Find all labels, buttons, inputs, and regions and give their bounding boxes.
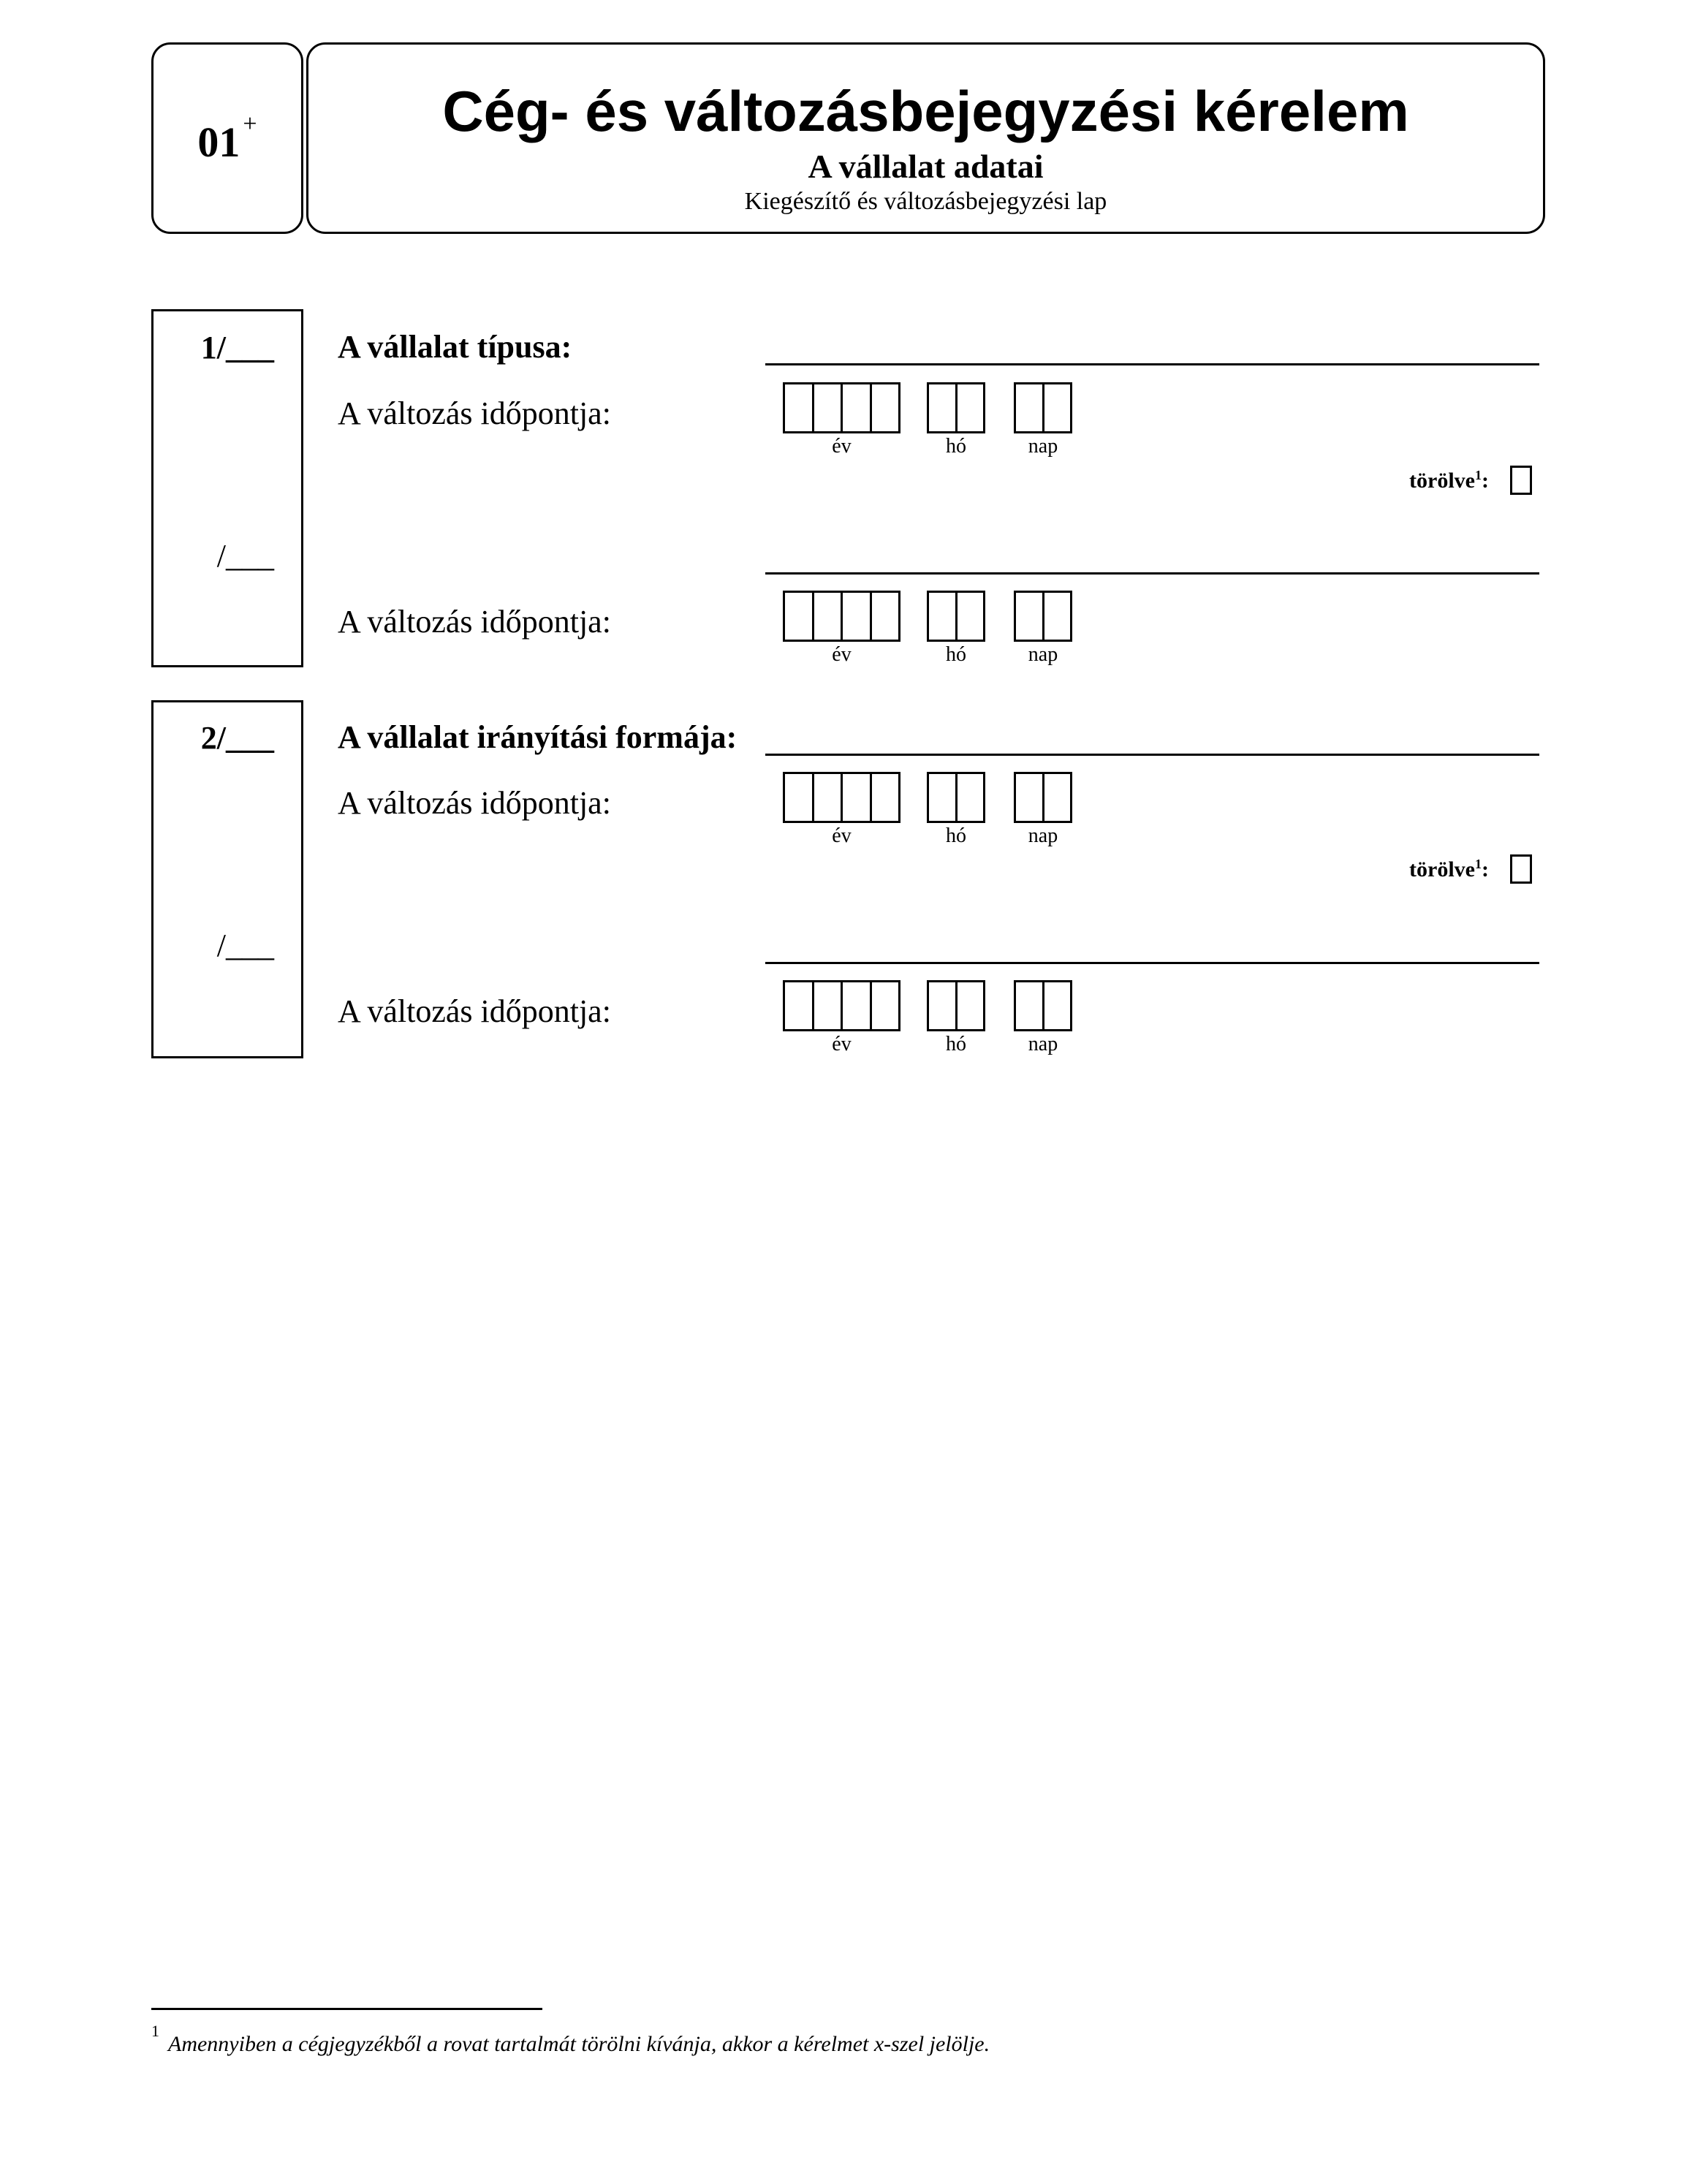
footnote-text: Amennyiben a cégjegyzékből a rovat tartalmát törölni kívánja, akkor a kérelmet x-szel jelölje. xyxy=(168,2032,990,2056)
section-1-value-line-2[interactable] xyxy=(765,572,1539,575)
section-1-month-caption: hó xyxy=(946,435,966,458)
section-2-day-caption-2: nap xyxy=(1028,1033,1058,1055)
section-2-day-input[interactable] xyxy=(1014,772,1072,823)
section-2-month-input-2[interactable] xyxy=(927,980,985,1031)
section-1-day-caption-2: nap xyxy=(1028,643,1058,666)
section-2-month-caption: hó xyxy=(946,824,966,847)
section-1-value-line[interactable] xyxy=(765,363,1539,365)
section-1-date-label-2: A változás időpontja: xyxy=(338,604,611,640)
footnote-separator xyxy=(151,2008,542,2010)
section-1-second-number: /___ xyxy=(216,538,274,574)
form-code-box xyxy=(151,42,303,234)
section-1-year-caption-2: év xyxy=(832,643,852,666)
section-1-month-input-2[interactable] xyxy=(927,591,985,642)
section-2-deleted-checkbox[interactable] xyxy=(1510,854,1532,884)
section-2-month-caption-2: hó xyxy=(946,1033,966,1055)
section-2-day-input-2[interactable] xyxy=(1014,980,1072,1031)
section-1-deleted-checkbox[interactable] xyxy=(1510,466,1532,495)
section-1-day-input[interactable] xyxy=(1014,382,1072,433)
section-2-second-number: /___ xyxy=(216,928,274,963)
section-1-year-caption: év xyxy=(832,435,852,458)
section-2-day-caption: nap xyxy=(1028,824,1058,847)
page-title: Cég- és változásbejegyzési kérelem xyxy=(442,79,1409,143)
section-2-value-line-2[interactable] xyxy=(765,962,1539,964)
section-2-date-label: A változás időpontja: xyxy=(338,785,611,821)
section-1-month-caption-2: hó xyxy=(946,643,966,666)
title-box xyxy=(306,42,1545,234)
section-1-month-input[interactable] xyxy=(927,382,985,433)
section-1-field-title: A vállalat típusa: xyxy=(338,329,572,365)
section-2-number: 2/___ xyxy=(200,720,274,756)
section-1-number: 1/___ xyxy=(200,330,274,365)
section-1-year-input[interactable] xyxy=(783,382,900,433)
form-code-superscript: + xyxy=(243,110,257,137)
section-2-value-line[interactable] xyxy=(765,754,1539,756)
section-1-year-input-2[interactable] xyxy=(783,591,900,642)
section-2-month-input[interactable] xyxy=(927,772,985,823)
section-2-year-input[interactable] xyxy=(783,772,900,823)
section-1-day-caption: nap xyxy=(1028,435,1058,458)
page-subtitle-small: Kiegészítő és változásbejegyzési lap xyxy=(744,188,1107,215)
section-1-day-input-2[interactable] xyxy=(1014,591,1072,642)
section-2-date-label-2: A változás időpontja: xyxy=(338,993,611,1029)
section-1-date-label: A változás időpontja: xyxy=(338,395,611,431)
section-2-year-caption: év xyxy=(832,824,852,847)
section-2-deleted-label: törölve$^1$: xyxy=(1409,857,1489,881)
form-code: 01 + xyxy=(197,110,257,166)
section-2-year-input-2[interactable] xyxy=(783,980,900,1031)
page-subtitle: A vállalat adatai xyxy=(808,148,1044,185)
section-2-year-caption-2: év xyxy=(832,1033,852,1055)
footnote-mark: 1 xyxy=(151,2022,159,2040)
section-2-field-title: A vállalat irányítási formája: xyxy=(338,719,737,755)
section-1-deleted-label: törölve$^1$: xyxy=(1409,468,1489,493)
